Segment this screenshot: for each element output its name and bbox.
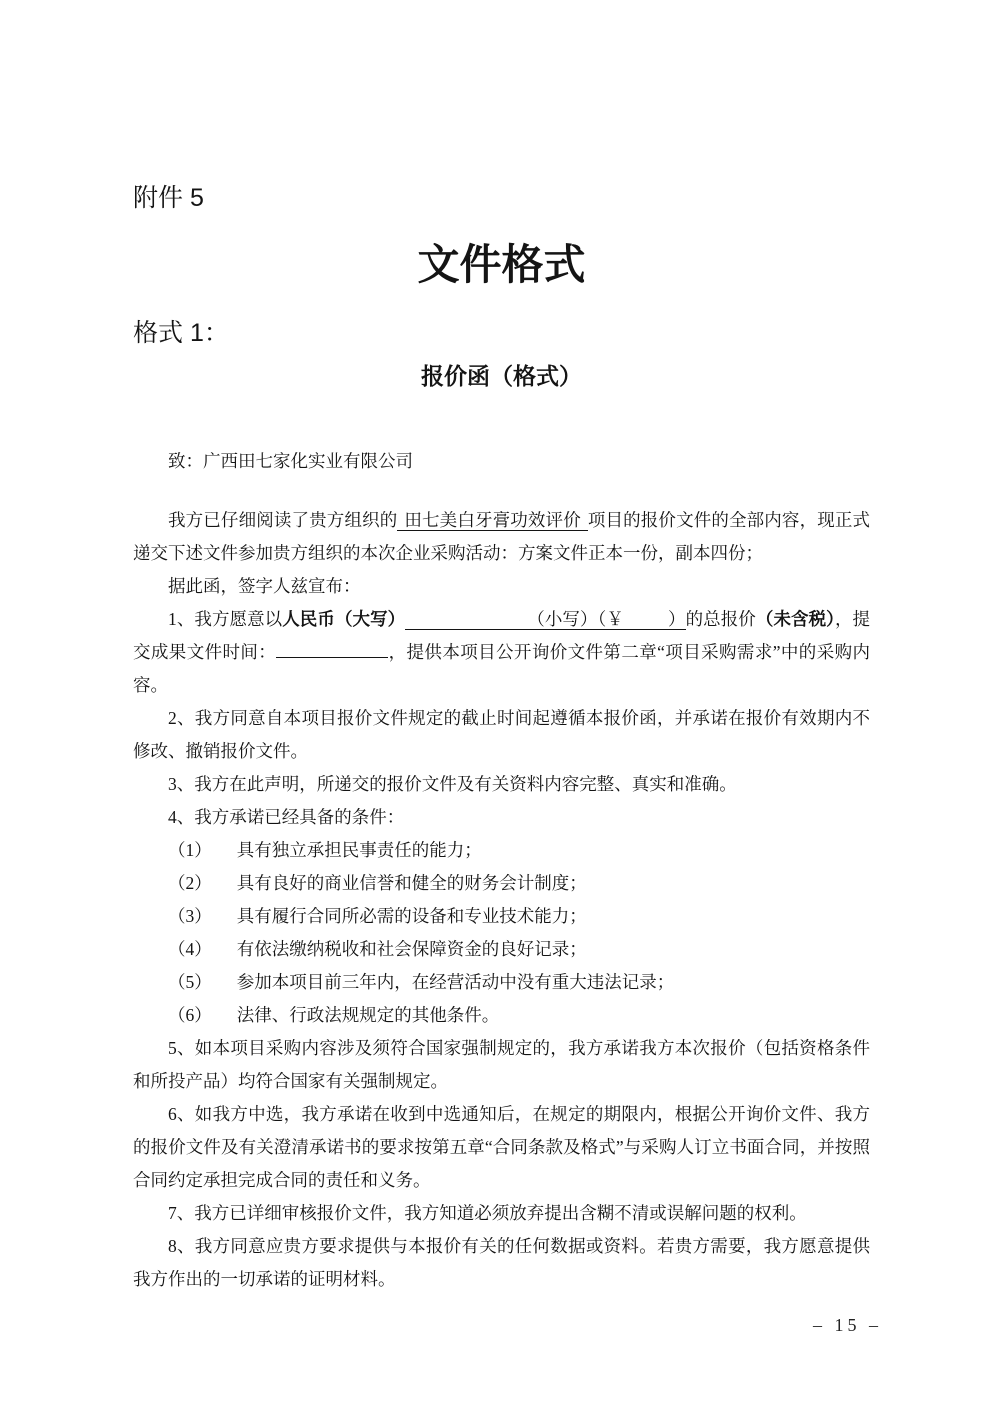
amount-fill-in-blank <box>405 609 685 630</box>
clause1-comma: ， <box>834 609 853 629</box>
project-name-underlined: 田七美白牙膏功效评价 <box>397 510 587 531</box>
condition-text: 参加本项目前三年内，在经营活动中没有重大违法记录； <box>236 972 675 992</box>
clause1-rest: ，提供本项目公开询价文件第二章“项目采购需求”中的采购内容。 <box>133 642 870 695</box>
condition-number: （2） <box>168 873 212 893</box>
condition-number: （3） <box>168 906 212 926</box>
clause1-time-label: 提交成果文件时间： <box>133 609 871 662</box>
clause1-tax-bold: （未含税） <box>755 609 835 629</box>
condition-number: （4） <box>168 939 212 959</box>
document-title: 文件格式 <box>417 243 586 289</box>
condition-text: 具有履行合同所必需的设备和专业技术能力； <box>236 906 587 926</box>
clause1-small-label: （小写）（￥ <box>527 609 624 629</box>
intro-text-pre: 我方已仔细阅读了贵方组织的 <box>168 510 398 530</box>
clause-1 <box>133 603 870 702</box>
clause-3: 3、我方在此声明，所递交的报价文件及有关资料内容完整、真实和准确。 <box>168 774 737 794</box>
clause1-currency-bold: 人民币（大写） <box>282 609 406 629</box>
intro-paragraph <box>133 504 870 570</box>
clause-2: 2、我方同意自本项目报价文件规定的截止时间起遵循本报价函，并承诺在报价有效期内不修改、撤销报价文件。 <box>133 708 870 761</box>
declaration-line: 据此函，签字人兹宣布： <box>168 576 361 596</box>
condition-text: 法律、行政法规规定的其他条件。 <box>236 1005 500 1025</box>
condition-item-5 <box>133 966 870 999</box>
document-body <box>133 445 870 1296</box>
section-title: 报价函（格式） <box>421 364 582 389</box>
attachment-label: 附件 5 <box>133 184 204 212</box>
condition-item-3 <box>133 900 870 933</box>
delivery-time-blank <box>276 655 388 658</box>
condition-text: 有依法缴纳税收和社会保障资金的良好记录； <box>236 939 587 959</box>
intro-text-post: 项目的报价文件的全部内容，现正式递交下述文件参加贵方组织的本次企业采购活动：方案文件正本一份，副本四份； <box>133 510 871 563</box>
clause-6: 6、如我方中选，我方承诺在收到中选通知后，在规定的期限内，根据公开询价文件、我方的报价文件及有关澄清承诺书的要求按第五章“合同条款及格式”与采购人订立书面合同，并按照合同约定承担完成合同的责任和义务。 <box>133 1104 870 1190</box>
condition-number: （6） <box>168 1005 212 1025</box>
condition-number: （1） <box>168 840 212 860</box>
amount-words-blank <box>405 623 527 625</box>
condition-item-2 <box>133 867 870 900</box>
clause-7: 7、我方已详细审核报价文件，我方知道必须放弃提出含糊不清或误解问题的权利。 <box>168 1203 807 1223</box>
clause-5: 5、如本项目采购内容涉及须符合国家强制规定的，我方承诺我方本次报价（包括资格条件和所投产品）均符合国家有关强制规定。 <box>133 1038 870 1091</box>
format-label: 格式 1： <box>133 319 229 347</box>
condition-number: （5） <box>168 972 212 992</box>
condition-item-4 <box>133 933 870 966</box>
condition-item-1 <box>133 834 870 867</box>
page-number: – 15 – <box>813 1315 882 1335</box>
clause-4: 4、我方承诺已经具备的条件： <box>168 807 405 827</box>
salutation-line: 致：广西田七家化实业有限公司 <box>168 451 413 471</box>
condition-item-6 <box>133 999 870 1032</box>
condition-text: 具有独立承担民事责任的能力； <box>236 840 482 860</box>
clause1-pre: 1、我方愿意以 <box>168 609 283 629</box>
clause1-total: 的总报价 <box>685 609 756 629</box>
clause1-close-paren: ） <box>667 609 686 629</box>
clause-8: 8、我方同意应贵方要求提供与本报价有关的任何数据或资料。若贵方需要，我方愿意提供我方作出的一切承诺的证明材料。 <box>133 1236 870 1289</box>
condition-text: 具有良好的商业信誉和健全的财务会计制度； <box>236 873 587 893</box>
amount-figures-blank <box>624 623 668 625</box>
